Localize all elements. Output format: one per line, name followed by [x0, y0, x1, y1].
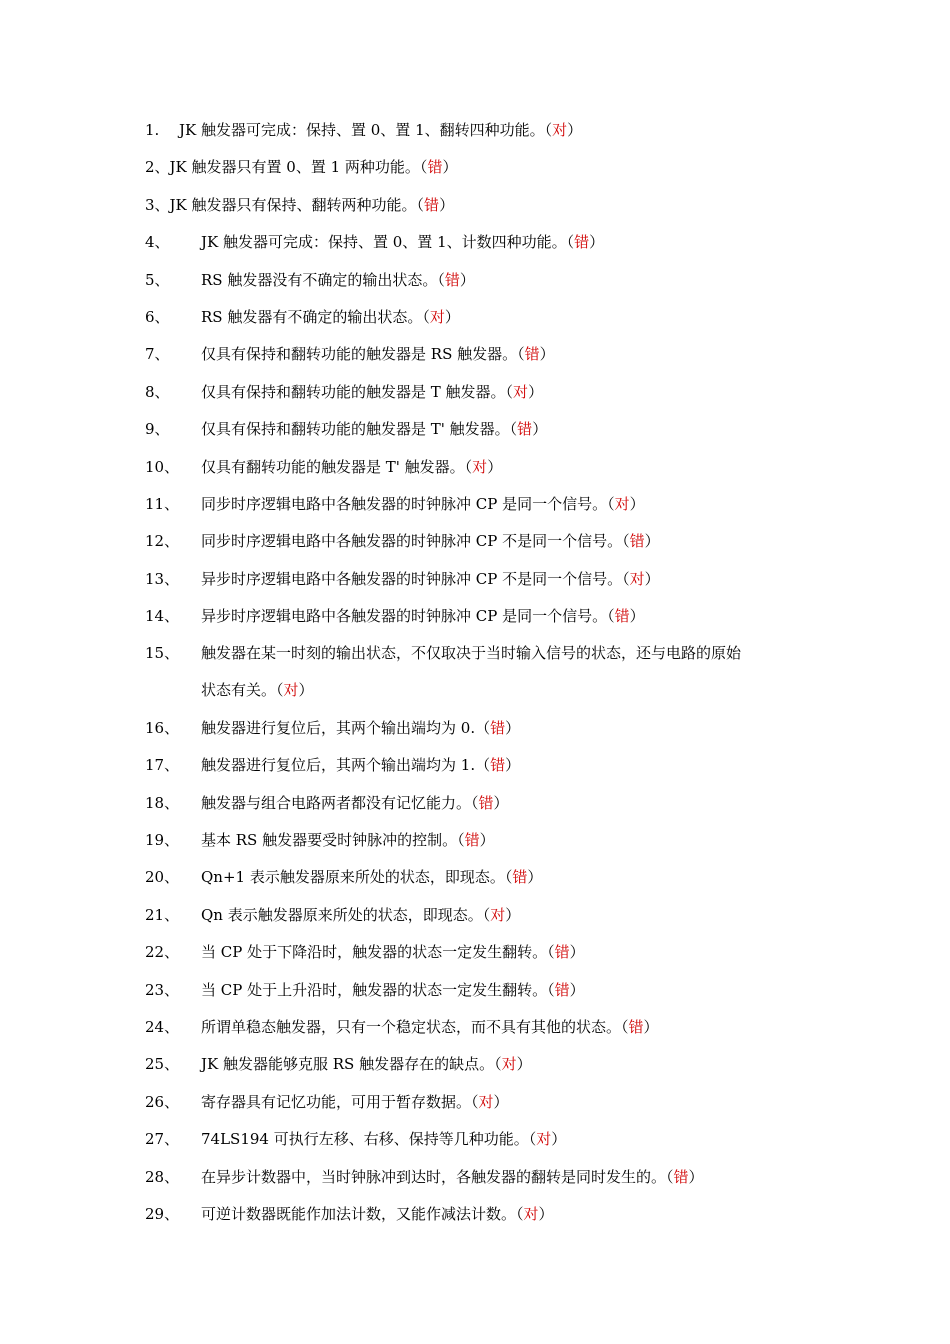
statement-text: 74LS194 可执行左移、右移、保持等几种功能。（: [201, 1130, 537, 1149]
list-item: [145, 121, 825, 140]
item-number: 21、: [145, 905, 180, 924]
answer-mark: 对: [614, 494, 630, 513]
item-text: [201, 1205, 825, 1224]
statement-text: JK 触发器可完成：保持、置 0、置 1、翻转四种功能。（: [179, 121, 553, 139]
item-text: [201, 906, 825, 925]
answer-mark: 错: [554, 980, 570, 999]
item-text: [201, 868, 825, 887]
list-item: [145, 644, 825, 700]
item-text: [170, 158, 825, 177]
item-text: [201, 271, 825, 290]
item-number: 23、: [145, 980, 180, 999]
item-number: 1.: [145, 121, 160, 139]
list-item: [145, 196, 825, 215]
closing-paren: ）: [528, 382, 544, 401]
item-number: 8、: [145, 382, 170, 401]
statement-text: 基本 RS 触发器要受时钟脉冲的控制。（: [201, 831, 465, 850]
closing-paren: ）: [505, 756, 521, 775]
closing-paren: ）: [532, 420, 548, 439]
closing-paren: ）: [629, 607, 645, 626]
closing-paren: ）: [629, 494, 645, 513]
list-item: [145, 1093, 825, 1112]
closing-paren: ）: [644, 532, 660, 551]
item-text: [201, 308, 825, 327]
list-item: [145, 831, 825, 850]
statement-text: 可逆计数器既能作加法计数，又能作减法计数。（: [201, 1204, 524, 1223]
closing-paren: ）: [539, 345, 555, 364]
statement-text: 触发器进行复位后，其两个输出端均为 0.（: [201, 718, 491, 737]
item-text: [201, 1055, 825, 1074]
item-number: 20、: [145, 868, 180, 887]
item-number: 14、: [145, 607, 180, 626]
item-text: [201, 719, 825, 738]
item-text: [201, 383, 825, 402]
closing-paren: ）: [538, 1204, 554, 1223]
closing-paren: ）: [493, 1092, 509, 1111]
item-text: [201, 345, 825, 364]
list-item: [145, 719, 825, 738]
item-text: [201, 981, 825, 1000]
answer-mark: 错: [464, 831, 480, 850]
answer-mark: 对: [513, 382, 529, 401]
item-number: 27、: [145, 1130, 180, 1149]
statement-text: JK 触发器能够克服 RS 触发器存在的缺点。（: [201, 1055, 502, 1074]
item-text: [201, 458, 825, 477]
closing-paren: ）: [479, 831, 495, 850]
statement-text: 仅具有保持和翻转功能的触发器是 RS 触发器。（: [201, 345, 525, 364]
item-text: [201, 570, 825, 589]
answer-mark: 错: [517, 420, 533, 439]
answer-mark: 错: [554, 943, 570, 962]
item-text: [201, 831, 825, 850]
answer-mark: 对: [501, 1055, 517, 1074]
closing-paren: ）: [516, 1055, 532, 1074]
closing-paren: ）: [643, 1017, 659, 1036]
item-text: [201, 794, 825, 813]
item-number: 26、: [145, 1092, 180, 1111]
list-item: [145, 1130, 825, 1149]
item-text: [201, 1168, 825, 1187]
item-text: [201, 420, 825, 439]
item-number: 10、: [145, 457, 180, 476]
list-item: [145, 981, 825, 1000]
item-number: 6、: [145, 307, 170, 326]
answer-mark: 对: [472, 457, 488, 476]
answer-mark: 对: [552, 121, 568, 139]
item-number: 12、: [145, 532, 180, 551]
statement-text: JK 触发器可完成：保持、置 0、置 1、计数四种功能。（: [201, 233, 575, 252]
item-number: 3、: [145, 195, 170, 214]
item-text: [201, 1093, 825, 1112]
closing-paren: ）: [644, 569, 660, 588]
item-text: [201, 495, 825, 514]
item-number: 5、: [145, 270, 170, 289]
closing-paren: ）: [493, 793, 509, 812]
item-text: [179, 121, 825, 140]
closing-paren: ）: [459, 270, 475, 289]
statement-text: 同步时序逻辑电路中各触发器的时钟脉冲 CP 不是同一个信号。（: [201, 532, 630, 551]
answer-mark: 对: [478, 1092, 494, 1111]
list-item: [145, 158, 825, 177]
statement-text: JK 触发器只有保持、翻转两种功能。（: [169, 195, 425, 214]
item-number: 29、: [145, 1204, 180, 1223]
statement-text-line2: 状态有关。（: [201, 681, 284, 700]
item-number: 19、: [145, 831, 180, 850]
item-number: 17、: [145, 756, 180, 775]
item-text: [201, 233, 825, 252]
statement-text: 触发器在某一时刻的输出状态，不仅取决于当时输入信号的状态，还与电路的原始: [201, 644, 742, 663]
item-number: 24、: [145, 1017, 180, 1036]
closing-paren: ）: [569, 980, 585, 999]
list-item: [145, 458, 825, 477]
closing-paren: ）: [688, 1167, 704, 1186]
answer-mark: 对: [523, 1204, 539, 1223]
answer-mark: 错: [512, 868, 528, 887]
closing-paren: ）: [439, 195, 455, 214]
statement-text: JK 触发器只有置 0、置 1 两种功能。（: [169, 158, 428, 177]
list-item: [145, 943, 825, 962]
item-text: [201, 1130, 825, 1149]
answer-mark: 错: [574, 233, 590, 252]
list-item: [145, 1205, 825, 1224]
closing-paren: ）: [527, 868, 543, 887]
item-text: [201, 607, 825, 626]
item-text: [201, 756, 825, 775]
item-number: 2、: [145, 158, 170, 177]
closing-paren: ）: [505, 905, 521, 924]
closing-paren: ）: [567, 121, 583, 139]
statement-text: 异步时序逻辑电路中各触发器的时钟脉冲 CP 是同一个信号。（: [201, 607, 615, 626]
statement-text: Qn+1 表示触发器原来所处的状态，即现态。（: [201, 868, 513, 887]
statement-text: 异步时序逻辑电路中各触发器的时钟脉冲 CP 不是同一个信号。（: [201, 569, 630, 588]
statement-text: 仅具有保持和翻转功能的触发器是 T 触发器。（: [201, 382, 514, 401]
list-item: [145, 308, 825, 327]
closing-paren: ）: [551, 1130, 567, 1149]
true-false-list: [145, 121, 825, 1242]
answer-mark: 错: [614, 607, 630, 626]
statement-text: Qn 表示触发器原来所处的状态，即现态。（: [201, 905, 491, 924]
statement-text: 触发器与组合电路两者都没有记忆能力。（: [201, 793, 479, 812]
statement-text: 当 CP 处于下降沿时，触发器的状态一定发生翻转。（: [201, 943, 555, 962]
statement-text: RS 触发器没有不确定的输出状态。（: [201, 270, 445, 289]
item-text: [201, 644, 825, 700]
list-item: [145, 607, 825, 626]
answer-mark: 对: [429, 307, 445, 326]
item-number: 16、: [145, 718, 180, 737]
statement-text: 触发器进行复位后，其两个输出端均为 1.（: [201, 756, 491, 775]
statement-text: 仅具有保持和翻转功能的触发器是 T' 触发器。（: [201, 420, 518, 439]
item-number: 15、: [145, 644, 180, 663]
closing-paren: ）: [589, 233, 605, 252]
statement-text: 在异步计数器中，当时钟脉冲到达时，各触发器的翻转是同时发生的。（: [201, 1167, 674, 1186]
item-number: 25、: [145, 1055, 180, 1074]
answer-mark: 错: [424, 195, 440, 214]
closing-paren: ）: [505, 718, 521, 737]
closing-paren: ）: [298, 681, 314, 700]
list-item: [145, 868, 825, 887]
answer-mark: 错: [673, 1167, 689, 1186]
answer-mark: 对: [536, 1130, 552, 1149]
item-text: [201, 1018, 825, 1037]
answer-mark: 错: [478, 793, 494, 812]
answer-mark: 对: [283, 681, 299, 700]
list-item: [145, 271, 825, 290]
statement-text: RS 触发器有不确定的输出状态。（: [201, 307, 430, 326]
list-item: [145, 1055, 825, 1074]
item-number: 7、: [145, 345, 170, 364]
item-text: [170, 196, 825, 215]
list-item: [145, 383, 825, 402]
item-number: 28、: [145, 1167, 180, 1186]
statement-text: 仅具有翻转功能的触发器是 T' 触发器。（: [201, 457, 473, 476]
statement-text: 寄存器具有记忆功能，可用于暂存数据。（: [201, 1092, 479, 1111]
list-item: [145, 1018, 825, 1037]
item-number: 13、: [145, 569, 180, 588]
list-item: [145, 794, 825, 813]
statement-text: 同步时序逻辑电路中各触发器的时钟脉冲 CP 是同一个信号。（: [201, 494, 615, 513]
statement-text-continued: [201, 681, 825, 700]
list-item: [145, 233, 825, 252]
answer-mark: 错: [490, 718, 506, 737]
answer-mark: 错: [444, 270, 460, 289]
answer-mark: 错: [524, 345, 540, 364]
item-number: 22、: [145, 943, 180, 962]
list-item: [145, 1168, 825, 1187]
list-item: [145, 345, 825, 364]
answer-mark: 对: [629, 569, 645, 588]
list-item: [145, 420, 825, 439]
closing-paren: ）: [444, 307, 460, 326]
answer-mark: 对: [490, 905, 506, 924]
item-number: 11、: [145, 494, 180, 513]
closing-paren: ）: [487, 457, 503, 476]
closing-paren: ）: [442, 158, 458, 177]
item-number: 4、: [145, 233, 170, 252]
item-number: 18、: [145, 793, 180, 812]
item-text: [201, 943, 825, 962]
list-item: [145, 570, 825, 589]
answer-mark: 错: [427, 158, 443, 177]
statement-text: 当 CP 处于上升沿时，触发器的状态一定发生翻转。（: [201, 980, 555, 999]
item-text: [201, 532, 825, 551]
list-item: [145, 756, 825, 775]
answer-mark: 错: [629, 532, 645, 551]
statement-text: 所谓单稳态触发器，只有一个稳定状态，而不具有其他的状态。（: [201, 1017, 629, 1036]
list-item: [145, 906, 825, 925]
list-item: [145, 532, 825, 551]
answer-mark: 错: [628, 1017, 644, 1036]
closing-paren: ）: [569, 943, 585, 962]
answer-mark: 错: [490, 756, 506, 775]
item-number: 9、: [145, 420, 170, 439]
list-item: [145, 495, 825, 514]
